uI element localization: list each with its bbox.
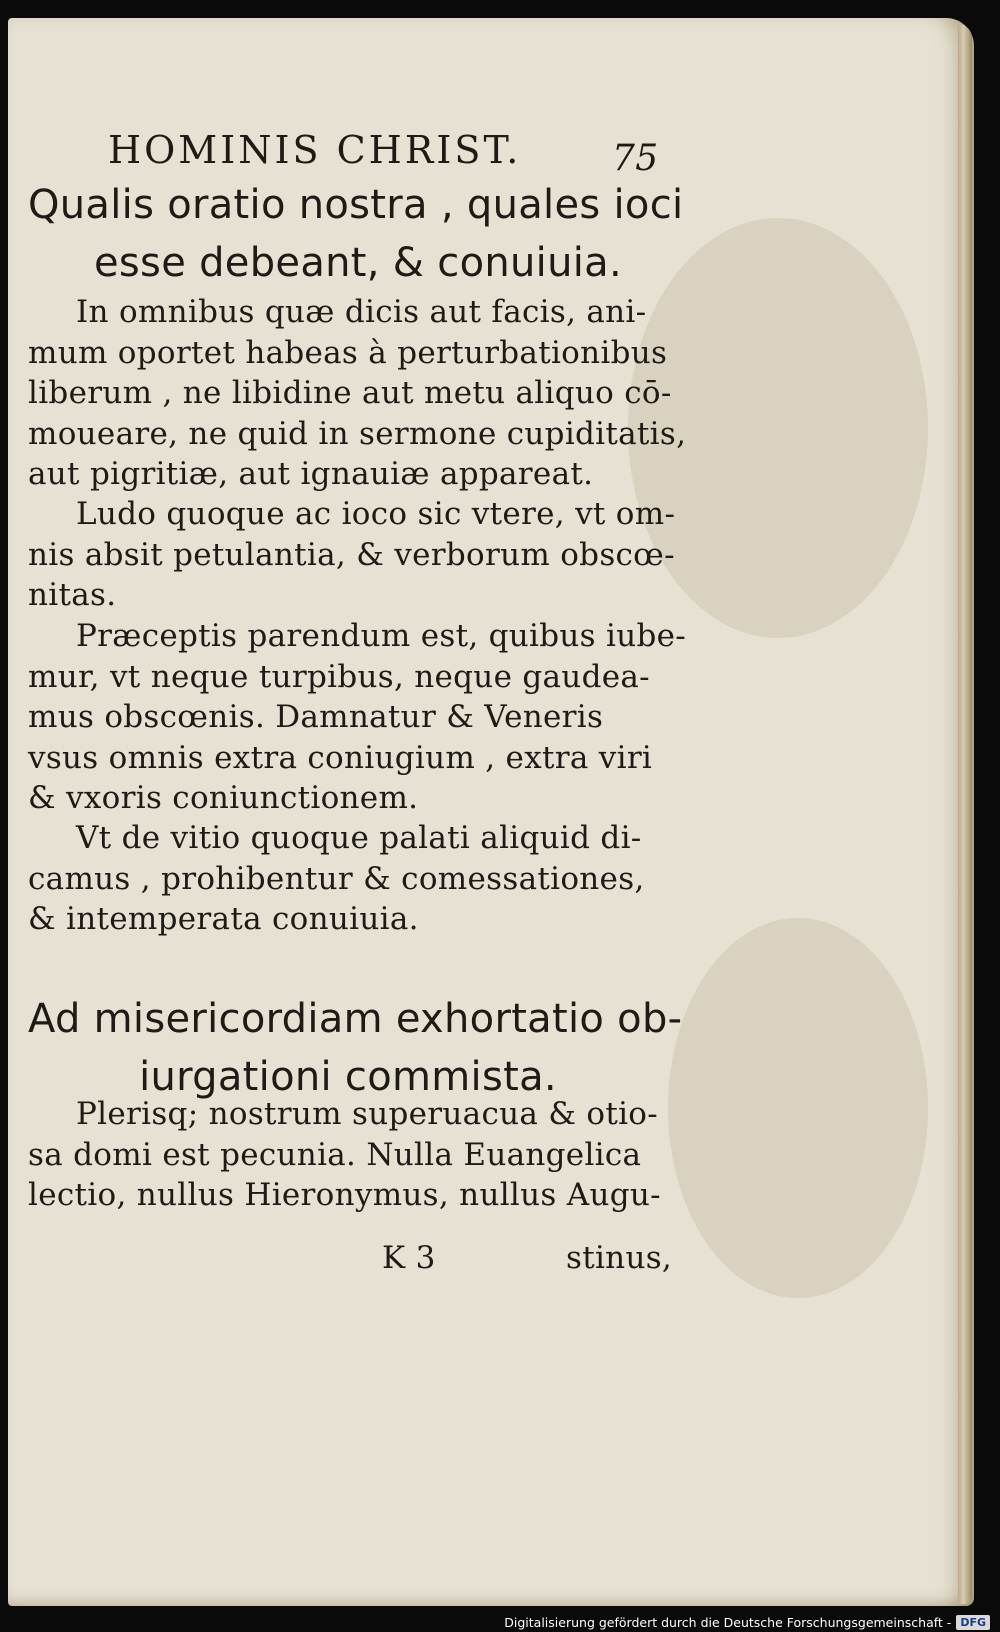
section-heading [28, 990, 683, 1106]
text-line: camus , prohibentur & comessationes, [28, 860, 645, 897]
text-line: lectio, nullus Hieronymus, nullus Augu- [28, 1177, 661, 1213]
heading-line: Qualis oratio nostra , quales ioci [28, 182, 684, 228]
text-line: sa domi est pecunia. Nulla Euangelica [28, 1136, 642, 1173]
text-line: aut pigritiæ, aut ignauiæ appareat. [28, 456, 594, 492]
credit-text: Digitalisierung gefördert durch die Deutsche Forschungsgemeinschaft - [504, 1614, 952, 1630]
paragraph [28, 1094, 668, 1216]
paragraph [28, 292, 687, 495]
page-number: 75 [612, 138, 659, 179]
text-line: Vt de vitio quoque palati aliquid di- [76, 820, 642, 856]
text-line: & vxoris coniunctionem. [28, 780, 419, 816]
digitization-credit [504, 1612, 990, 1632]
section-heading [28, 176, 684, 292]
text-line: liberum , ne libidine aut metu aliquo cō- [28, 375, 672, 411]
text-line: Ludo quoque ac ioco sic vtere, vt om- [76, 496, 676, 532]
dfg-logo: DFG [956, 1615, 990, 1630]
catchword: stinus, [566, 1240, 673, 1276]
paragraph [28, 818, 668, 940]
heading-line: Ad misericordiam exhortatio ob- [28, 996, 683, 1042]
text-line: & intemperata conuiuia. [28, 901, 419, 937]
text-line: Præceptis parendum est, quibus iube- [76, 618, 687, 654]
heading-line: iurgationi commista. [139, 1054, 557, 1100]
text-line: nis absit petulantia, & verborum obscœ- [28, 536, 675, 573]
heading-line: esse debeant, & conuiuia. [94, 240, 622, 286]
signature-mark: K 3 [382, 1240, 436, 1276]
text-line: mus obscœnis. Damnatur & Veneris [28, 699, 604, 735]
paragraph [28, 494, 676, 616]
page-edge [958, 24, 972, 1604]
text-line: moueare, ne quid in sermone cupiditatis, [28, 415, 687, 452]
text-line: In omnibus quæ dicis aut facis, ani- [76, 294, 647, 330]
text-line: vsus omnis extra coniugium , extra viri [28, 739, 653, 776]
running-header: HOMINIS CHRIST. [108, 128, 522, 172]
paragraph [28, 616, 687, 819]
text-line: mur, vt neque turpibus, neque gaudea- [28, 658, 650, 695]
text-line: mum oportet habeas à perturbationibus [28, 334, 668, 371]
text-line: nitas. [28, 577, 117, 613]
text-line: Plerisq; nostrum superuacua & otio- [76, 1096, 659, 1132]
